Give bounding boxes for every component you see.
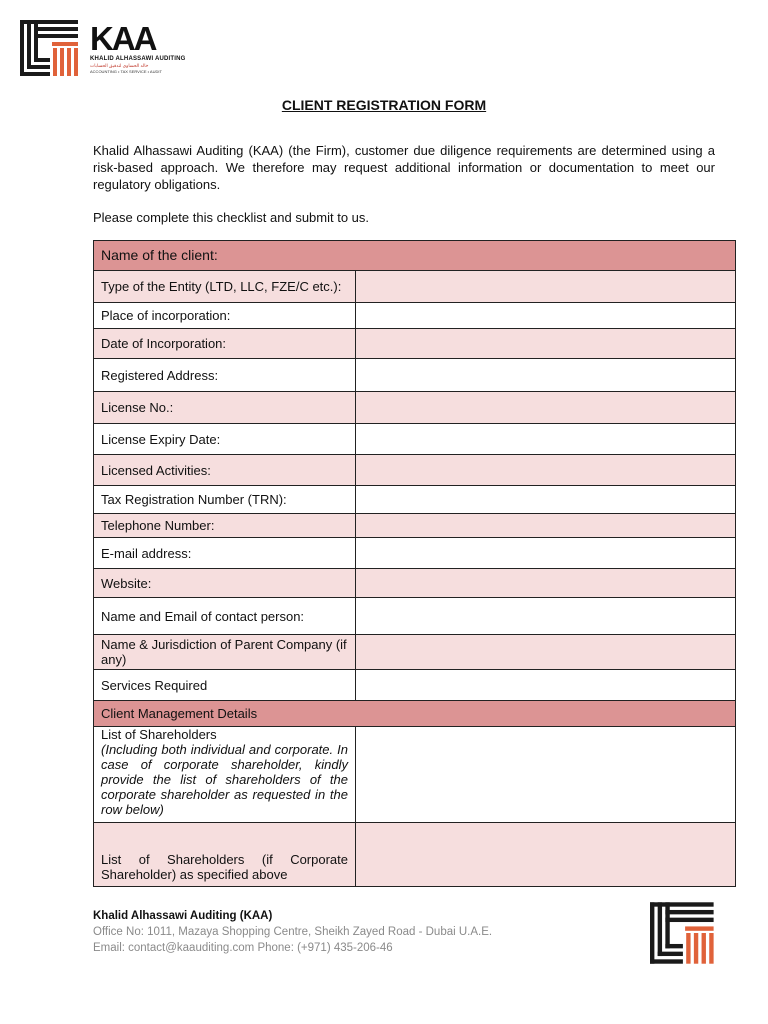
form-row bbox=[94, 486, 736, 514]
form-row bbox=[94, 359, 736, 392]
place-of-incorporation-label: Place of incorporation: bbox=[94, 303, 356, 329]
email-field[interactable] bbox=[356, 538, 736, 569]
footer-address: Office No: 1011, Mazaya Shopping Centre, Sheikh Zayed Road - Dubai U.A.E. bbox=[93, 926, 493, 938]
telephone-field[interactable] bbox=[356, 514, 736, 538]
client-name-label: Name of the client: bbox=[94, 241, 736, 271]
shareholders-field[interactable] bbox=[356, 727, 736, 823]
footer-company: Khalid Alhassawi Auditing (KAA) bbox=[93, 910, 273, 922]
shareholders-note: (Including both individual and corporate. In case of corporate shareholder, kindly provide the list of shareholders of the corporate shareholder as requested in the row below) bbox=[101, 742, 348, 817]
corp-shareholders-field[interactable] bbox=[356, 823, 736, 887]
instruction-text: Please complete this checklist and submit to us. bbox=[93, 210, 370, 225]
website-label: Website: bbox=[94, 569, 356, 598]
license-no-label: License No.: bbox=[94, 392, 356, 424]
form-row bbox=[94, 635, 736, 670]
registered-address-field[interactable] bbox=[356, 359, 736, 392]
brand-name: KAA bbox=[90, 20, 156, 57]
corp-shareholders-label: List of Shareholders (if Corporate Shareholder) as specified above bbox=[94, 823, 356, 887]
date-of-incorporation-field[interactable] bbox=[356, 329, 736, 359]
form-row bbox=[94, 329, 736, 359]
brand-arabic-name: خالد الحساوي لتدقيق الحسابات bbox=[90, 63, 149, 68]
services-required-field[interactable] bbox=[356, 670, 736, 701]
client-name-row bbox=[94, 241, 736, 271]
form-row bbox=[94, 392, 736, 424]
website-field[interactable] bbox=[356, 569, 736, 598]
telephone-label: Telephone Number: bbox=[94, 514, 356, 538]
page-title: CLIENT REGISTRATION FORM bbox=[281, 97, 487, 113]
parent-company-field[interactable] bbox=[356, 635, 736, 670]
brand-block bbox=[90, 22, 195, 74]
brand-services: ACCOUNTING • TAX SERVICE • AUDIT bbox=[90, 69, 162, 74]
form-row bbox=[94, 538, 736, 569]
footer-logo-icon bbox=[650, 901, 718, 965]
form-row bbox=[94, 823, 736, 887]
date-of-incorporation-label: Date of Incorporation: bbox=[94, 329, 356, 359]
license-expiry-field[interactable] bbox=[356, 424, 736, 455]
parent-company-label: Name & Jurisdiction of Parent Company (if any) bbox=[94, 635, 356, 670]
form-row bbox=[94, 569, 736, 598]
brand-full-name: KHALID ALHASSAWI AUDITING bbox=[90, 56, 186, 62]
services-required-label: Services Required bbox=[94, 670, 356, 701]
shareholders-title: List of Shareholders bbox=[101, 727, 217, 742]
footer-contact: Email: contact@kaauditing.com Phone: (+971) 435-206-46 bbox=[93, 942, 393, 954]
form-row bbox=[94, 424, 736, 455]
form-row bbox=[94, 271, 736, 303]
form-row bbox=[94, 514, 736, 538]
page-footer bbox=[93, 908, 492, 956]
place-of-incorporation-field[interactable] bbox=[356, 303, 736, 329]
license-no-field[interactable] bbox=[356, 392, 736, 424]
registration-form-table bbox=[93, 240, 736, 887]
registered-address-label: Registered Address: bbox=[94, 359, 356, 392]
licensed-activities-label: Licensed Activities: bbox=[94, 455, 356, 486]
trn-label: Tax Registration Number (TRN): bbox=[94, 486, 356, 514]
management-header-label: Client Management Details bbox=[94, 701, 736, 727]
form-row bbox=[94, 598, 736, 635]
contact-person-field[interactable] bbox=[356, 598, 736, 635]
form-row bbox=[94, 303, 736, 329]
trn-field[interactable] bbox=[356, 486, 736, 514]
shareholders-label bbox=[94, 727, 356, 823]
licensed-activities-field[interactable] bbox=[356, 455, 736, 486]
license-expiry-label: License Expiry Date: bbox=[94, 424, 356, 455]
entity-type-field[interactable] bbox=[356, 271, 736, 303]
intro-paragraph: Khalid Alhassawi Auditing (KAA) (the Firm), customer due diligence requirements are determined using a risk-based approach. We therefore may request additional information or documentation to meet our regulatory obligations. bbox=[93, 143, 715, 192]
form-row bbox=[94, 670, 736, 701]
kaa-mark-icon bbox=[20, 20, 82, 76]
form-row bbox=[94, 455, 736, 486]
entity-type-label: Type of the Entity (LTD, LLC, FZE/C etc.): bbox=[94, 271, 356, 303]
management-header-row bbox=[94, 701, 736, 727]
contact-person-label: Name and Email of contact person: bbox=[94, 598, 356, 635]
email-label: E-mail address: bbox=[94, 538, 356, 569]
form-row bbox=[94, 727, 736, 823]
